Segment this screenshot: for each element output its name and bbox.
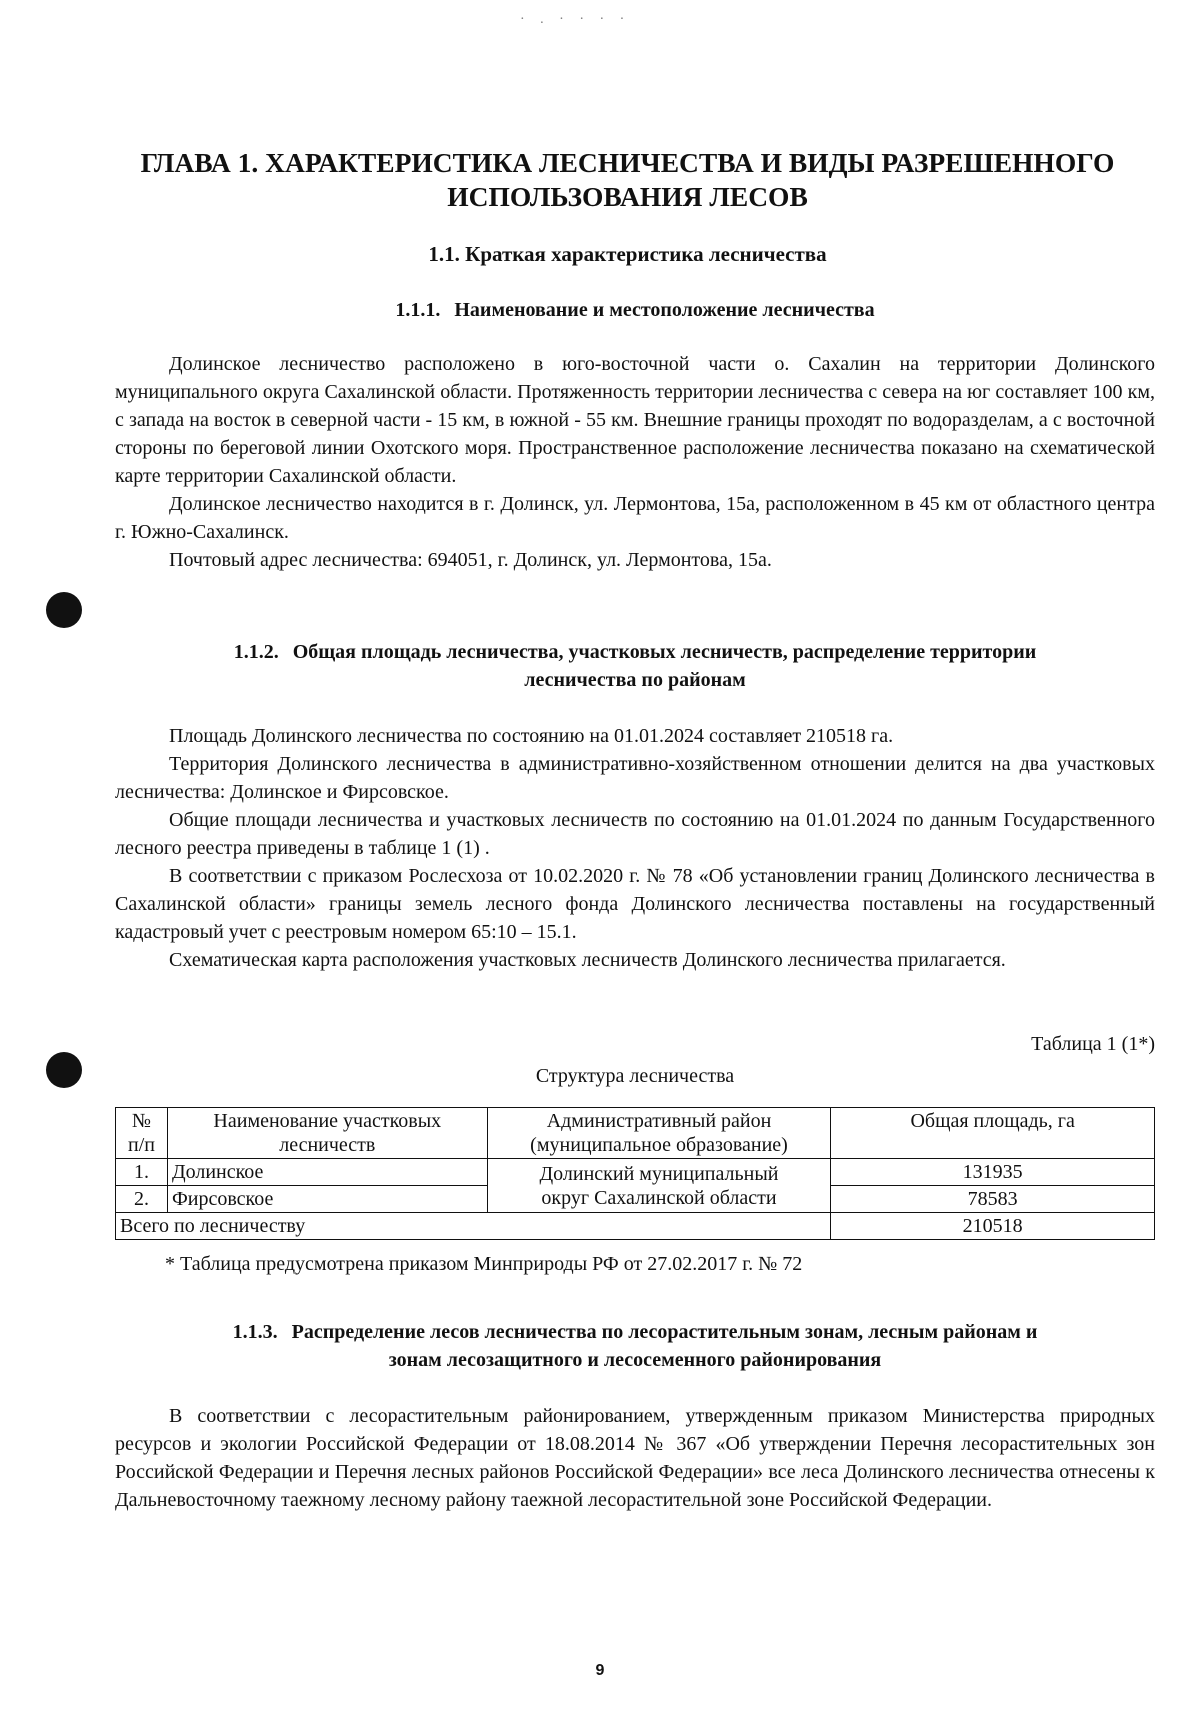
section-1-1-3-title: 1.1.3. Распределение лесов лесничества по лесорастительным зонам, лесным районам и зонам лесозащитного и лесосеменного районирования: [232, 1321, 1038, 1371]
section-1-1-title: 1.1. Краткая характеристика лесничества: [428, 242, 827, 266]
table-header-row: [116, 1108, 1155, 1159]
paragraph: Долинское лесничество расположено в юго-восточной части о. Сахалин на территории Долинского муниципального округа Сахалинской области. Протяженность территории лесничества с севера на юг составляет 100 км, с запада на восток в северной части - 15 км, в южной - 55 км. Внешние границы проходят по водоразделам, а с восточной стороны по береговой линии Охотского моря. Пространственное расположение лесничества показано на схематической карте территории Сахалинской области.: [115, 353, 1155, 487]
cell-total-area: 210518: [831, 1213, 1155, 1240]
table-total-row: [116, 1213, 1155, 1240]
section-1-1-1-body: [115, 350, 1155, 574]
cell-name: Фирсовское: [167, 1186, 487, 1213]
punch-hole: [46, 1052, 82, 1088]
paragraph: Схематическая карта расположения участковых лесничеств Долинского лесничества прилагается.: [169, 949, 1006, 971]
table-row: [116, 1159, 1155, 1186]
section-1-1-3-body: [115, 1402, 1155, 1514]
chapter-title: ГЛАВА 1. ХАРАКТЕРИСТИКА ЛЕСНИЧЕСТВА И ВИДЫ РАЗРЕШЕННОГО ИСПОЛЬЗОВАНИЯ ЛЕСОВ: [140, 147, 1115, 212]
cell-name: Долинское: [167, 1159, 487, 1186]
table-footnote: * Таблица предусмотрена приказом Минприроды РФ от 27.02.2017 г. № 72: [165, 1253, 803, 1275]
punch-hole: [46, 592, 82, 628]
cell-district: Долинский муниципальный округ Сахалинской области: [487, 1159, 831, 1213]
cell-area: 131935: [831, 1159, 1155, 1186]
paragraph: Общие площади лесничества и участковых лесничеств по состоянию на 01.01.2024 по данным Государственного лесного реестра приведены в таблице 1 (1) .: [115, 809, 1155, 859]
paragraph: Почтовый адрес лесничества: 694051, г. Долинск, ул. Лермонтова, 15а.: [169, 549, 772, 571]
section-1-1-1-title: 1.1.1. Наименование и местоположение лесничества: [395, 299, 875, 321]
table-label: Таблица 1 (1*): [1031, 1033, 1155, 1055]
scan-artifact: · . · · · ·: [520, 12, 631, 27]
structure-table: [115, 1107, 1155, 1240]
header-area: Общая площадь, га: [831, 1108, 1155, 1159]
paragraph: Площадь Долинского лесничества по состоянию на 01.01.2024 составляет 210518 га.: [169, 725, 894, 747]
header-district: Административный район (муниципальное образование): [487, 1108, 831, 1159]
cell-total-label: Всего по лесничеству: [116, 1213, 831, 1240]
page-number: 9: [595, 1662, 605, 1679]
paragraph: В соответствии с лесорастительным районированием, утвержденным приказом Министерства природных ресурсов и экологии Российской Федерации от 18.08.2014 № 367 «Об утверждении Перечня лесорастительных зон Российской Федерации и Перечня лесных районов Российской Федерации» все леса Долинского лесничества отнесены к Дальневосточному таежному лесному району таежной лесорастительной зоне Российской Федерации.: [115, 1405, 1155, 1511]
paragraph: Долинское лесничество находится в г. Долинск, ул. Лермонтова, 15а, расположенном в 45 км от областного центра г. Южно-Сахалинск.: [115, 493, 1155, 543]
section-1-1-2-body: [115, 722, 1155, 974]
paragraph: В соответствии с приказом Рослесхоза от 10.02.2020 г. № 78 «Об установлении границ Долинского лесничества в Сахалинской области» границы земель лесного фонда Долинского лесничества поставлены на государственный кадастровый учет с реестровым номером 65:10 – 15.1.: [115, 865, 1155, 943]
table-title: Структура лесничества: [535, 1065, 735, 1087]
paragraph: Территория Долинского лесничества в административно-хозяйственном отношении делится на два участковых лесничества: Долинское и Фирсовское.: [115, 753, 1155, 803]
header-num: № п/п: [116, 1108, 168, 1159]
cell-area: 78583: [831, 1186, 1155, 1213]
cell-num: 1.: [116, 1159, 168, 1186]
cell-num: 2.: [116, 1186, 168, 1213]
header-name: Наименование участковых лесничеств: [167, 1108, 487, 1159]
section-1-1-2-title: 1.1.2. Общая площадь лесничества, участковых лесничеств, распределение территории лесничества по районам: [233, 641, 1037, 691]
